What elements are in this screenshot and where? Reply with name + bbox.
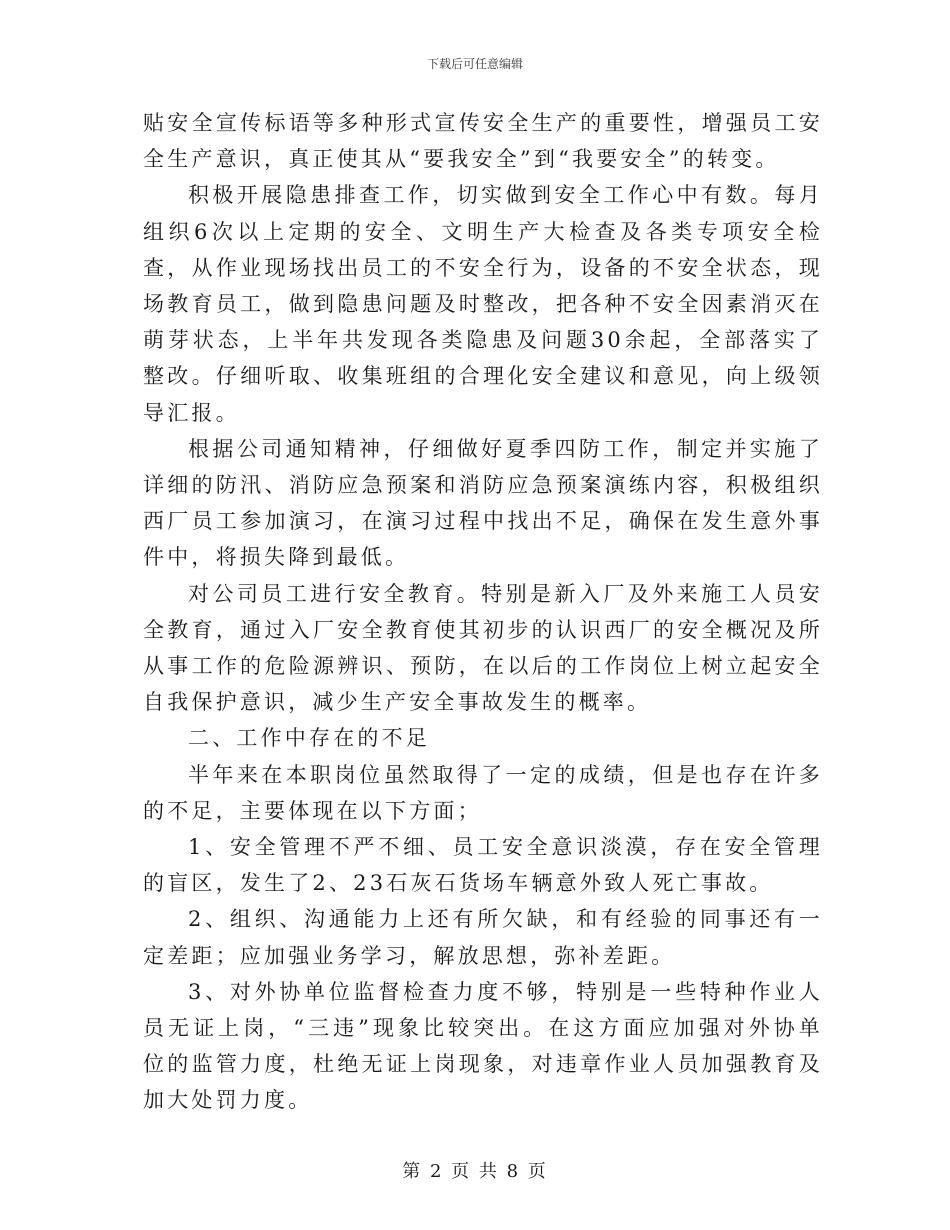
list-item-3: 3、对外协单位监督检查力度不够，特别是一些特种作业人员无证上岗，“三违”现象比较突出。在这方面应加强对外协单位的监管力度，杜绝无证上岗现象，对违章作业人员加强教育及加大处罚力度。 xyxy=(143,979,823,1113)
paragraph-1: 贴安全宣传标语等多种形式宣传安全生产的重要性，增强员工安全生产意识，真正使其从“要我安全”到“我要安全”的转变。 xyxy=(143,111,823,172)
page-header-note: 下载后可任意编辑 xyxy=(426,57,523,71)
section-heading: 二、工作中存在的不足 xyxy=(188,726,430,751)
document-body xyxy=(143,105,823,1119)
list-item-2: 2、组织、沟通能力上还有所欠缺，和有经验的同事还有一定差距；应加强业务学习，解放思想，弥补差距。 xyxy=(143,907,823,968)
list-item-1: 1、安全管理不严不细、员工安全意识淡漠，存在安全管理的盲区，发生了2、23石灰石货场车辆意外致人死亡事故。 xyxy=(143,835,823,896)
page-number: 第 2 页 共 8 页 xyxy=(402,1161,548,1182)
paragraph-4: 对公司员工进行安全教育。特别是新入厂及外来施工人员安全教育，通过入厂安全教育使其初步的认识西厂的安全概况及所从事工作的危险源辨识、预防，在以后的工作岗位上树立起安全自我保护意识，减少生产安全事故发生的概率。 xyxy=(143,581,823,715)
paragraph-6: 半年来在本职岗位虽然取得了一定的成绩，但是也存在许多的不足，主要体现在以下方面； xyxy=(143,762,823,823)
paragraph-2: 积极开展隐患排查工作，切实做到安全工作心中有数。每月组织6次以上定期的安全、文明生产大检查及各类专项安全检查，从作业现场找出员工的不安全行为，设备的不安全状态，现场教育员工，做到隐患问题及时整改，把各种不安全因素消灭在萌芽状态，上半年共发现各类隐患及问题30余起，全部落实了整改。仔细听取、收集班组的合理化安全建议和意见，向上级领导汇报。 xyxy=(143,183,823,425)
paragraph-3: 根据公司通知精神，仔细做好夏季四防工作，制定并实施了详细的防汛、消防应急预案和消防应急预案演练内容，积极组织西厂员工参加演习，在演习过程中找出不足，确保在发生意外事件中，将损失降到最低。 xyxy=(143,436,823,570)
